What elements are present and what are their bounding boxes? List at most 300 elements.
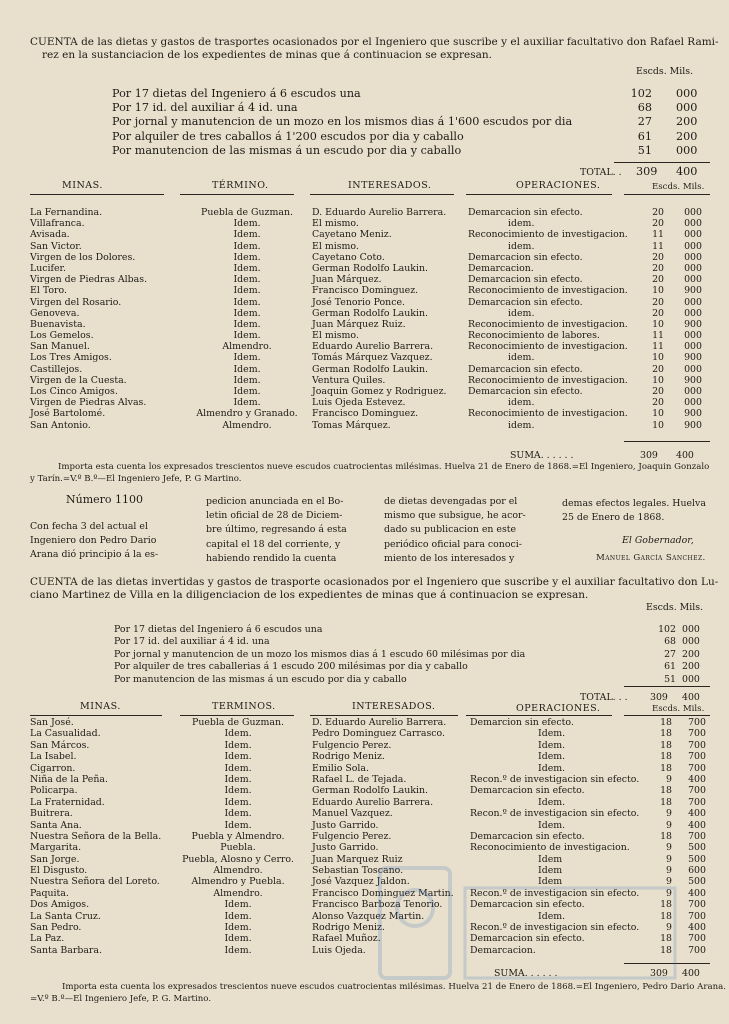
s1-suma-rule [624,441,710,442]
section2-col-interesados: INTERESADOS. [352,701,436,712]
table-cell-operacion: Reconocimiento de labores. [468,330,600,342]
charge-label: Por jornal y manutencion de un mozo los mismos dias á 1 escudo 60 milésimas por dia [114,648,526,660]
table-cell-escudos: 9 [666,876,672,888]
table-cell-interesado: German Rodolfo Laukin. [312,262,429,274]
table-cell-mina: La Casualidad. [30,728,101,740]
notice-line: 25 de Enero de 1868. [562,512,665,524]
table-cell-operacion: Idem. [538,739,566,751]
notice-number: Número 1100 [66,493,144,506]
table-cell-escudos: 18 [660,796,672,808]
table-cell-interesado: Cayetano Meniz. [312,229,392,241]
table-cell-mils: 500 [688,853,706,865]
table-cell-operacion: Reconocimiento de investigacion. [468,374,628,386]
table-cell-mils: 400 [688,887,706,899]
section1-footer-line2: y Tarín.=V.º B.º—El Ingeniero Jefe, P. G Martino. [30,474,242,484]
section1-title-line1: CUENTA de las dietas y gastos de trasportes ocasionados por el Ingeniero que suscribe y el auxiliar facultativo don Rafael Rami- [30,36,719,48]
table-cell-interesado: El mismo. [312,218,359,230]
s2-rule-minas [30,715,162,716]
table-cell-mils: 000 [684,240,702,252]
section1-escudos-column [640,207,664,431]
notice-line: dado su publicacion en este [384,524,517,536]
table-cell-mils: 700 [688,830,706,842]
table-cell-mils: 700 [688,739,706,751]
table-cell-escudos: 20 [652,296,664,308]
table-cell-escudos: 9 [666,819,672,831]
table-cell-operacion: Idem. [538,819,566,831]
section1-total-escudos: 309 [636,165,658,178]
table-cell-mils: 400 [688,819,706,831]
section2-col-operaciones: OPERACIONES. [516,703,601,714]
table-cell-operacion: Recon.º de investigacion sin efecto. [470,773,640,785]
table-cell-mina: Castillejos. [30,363,83,375]
table-cell-mina: Dos Amigos. [30,899,90,911]
section1-suma-escudos: 309 [640,450,658,461]
table-cell-mina: San Jorge. [30,853,80,865]
table-cell-mils: 000 [684,330,702,342]
table-cell-termino: Idem. [233,285,261,297]
table-cell-termino: Idem. [233,307,261,319]
notice-line: bre último, regresando á esta [206,524,347,536]
section1-title-line2: rez en la sustanciacion de los expedientes de minas que á continuacion se expresan. [42,49,493,61]
table-cell-interesado: Francisco Barboza Tenorio. [312,899,443,911]
notice-column-3 [384,495,544,566]
table-cell-operacion: Idem [538,876,563,888]
section1-total-rule [614,162,710,163]
table-cell-operacion: Demarcacion sin efecto. [468,251,583,263]
table-cell-escudos: 20 [652,363,664,375]
table-cell-termino: Idem. [233,330,261,342]
table-cell-mils: 000 [684,386,702,397]
s2-rule-money [624,715,710,716]
table-cell-operacion: Reconocimiento de investigacion. [470,842,630,854]
notice-column-4 [562,497,722,525]
table-cell-escudos: 10 [652,408,664,420]
table-cell-interesado: Juan Márquez Ruiz. [312,318,406,330]
charge-mils: 200 [676,115,698,129]
table-cell-escudos: 11 [652,240,664,252]
table-cell-termino: Idem. [233,296,261,308]
notice-line: capital el 18 del corriente, y [206,538,341,550]
section1-minas-column [30,207,147,431]
section2-col-money: Escds. Mils. [652,704,705,714]
table-cell-mina: La Fernandina. [30,207,103,218]
charge-escudos: 61 [664,661,676,673]
table-cell-mina: San Márcos. [30,739,90,751]
table-cell-termino: Idem. [233,240,261,252]
table-cell-mina: El Toro. [30,285,67,297]
table-cell-operacion: idem. [508,352,535,364]
table-cell-operacion: Idem. [538,910,566,922]
table-cell-operacion: Recon.º de investigacion sin efecto. [470,887,640,899]
table-cell-termino: Idem. [224,762,252,774]
table-cell-interesado: Francisco Dominguez Martin. [312,887,454,899]
charge-mils: 000 [676,101,698,115]
table-cell-mina: Virgen de la Cuesta. [30,374,127,386]
section1-total-label: TOTAL. . [580,167,622,178]
table-cell-termino: Idem. [224,899,252,911]
table-cell-operacion: Demarcacion sin efecto. [470,933,585,945]
table-cell-interesado: Francisco Dominguez. [312,408,419,420]
notice-line: letin oficial de 28 de Diciem- [206,510,343,522]
charge-label: Por 17 dietas del Ingeniero á 6 escudos una [112,87,361,100]
table-cell-interesado: El mismo. [312,240,359,252]
table-cell-mina: La Fraternidad. [30,796,105,808]
section1-termino-column [182,207,312,431]
table-cell-escudos: 11 [652,341,664,353]
table-cell-operacion: Demarcion sin efecto. [470,717,574,728]
table-cell-mils: 000 [684,207,702,218]
table-cell-interesado: Manuel Vazquez. [312,808,393,820]
table-cell-mils: 000 [684,218,702,230]
table-cell-termino: Idem. [224,819,252,831]
section1-footer-line1: Importa esta cuenta los expresados trescientos nueve escudos cuatrocientas milésimas. Huelva 21 de Enero de 1868.=El Ingeniero, Joaquin Gonzalo [58,462,710,472]
table-cell-operacion: Idem. [538,751,566,763]
section2-total-label: TOTAL. . . [580,692,628,703]
table-cell-interesado: Eduardo Aurelio Barrera. [312,341,434,353]
table-cell-mils: 900 [684,285,702,297]
table-cell-operacion: Demarcacion sin efecto. [468,207,583,218]
section1-total-mils: 400 [676,165,698,178]
table-cell-mina: Cigarron. [30,762,76,774]
table-cell-escudos: 9 [666,773,672,785]
table-cell-escudos: 18 [660,910,672,922]
table-cell-interesado: German Rodolfo Laukin. [312,307,429,319]
table-cell-mils: 400 [688,773,706,785]
table-cell-termino: Idem. [233,352,261,364]
table-cell-escudos: 20 [652,274,664,286]
charge-label: Por manutencion de las mismas á un escudo por dia y caballo [112,143,462,157]
charge-mils: 000 [676,87,698,100]
table-cell-operacion: Demarcacion sin efecto. [470,830,585,842]
table-cell-mina: Santa Ana. [30,819,82,831]
notice-line: de dietas devengadas por el [384,496,518,507]
table-cell-termino: Idem. [224,785,252,797]
table-cell-operacion: Idem. [538,728,566,740]
table-cell-operacion: Demarcacion sin efecto. [468,296,583,308]
table-cell-mina: San José. [30,717,74,728]
table-cell-termino: Idem. [224,739,252,751]
table-cell-interesado: Luis Ojeda Estevez. [312,397,406,409]
table-cell-mils: 900 [684,352,702,364]
charge-escudos: 102 [630,87,652,100]
table-cell-mina: San Antonio. [30,419,91,431]
section1-suma-mils: 400 [676,450,694,461]
table-cell-mina: Los Cinco Amigos. [30,386,118,397]
table-cell-interesado: Juan Márquez. [312,274,382,286]
charge-label: Por alquiler de tres caballerias á 1 escudo 200 milésimas por dia y caballo [114,661,468,673]
charge-escudos: 51 [637,143,652,157]
table-cell-mils: 000 [684,341,702,353]
table-cell-operacion: Demarcacion sin efecto. [468,274,583,286]
table-cell-interesado: German Rodolfo Laukin. [312,785,429,797]
table-cell-operacion: Idem. [538,796,566,808]
table-cell-escudos: 20 [652,262,664,274]
table-cell-operacion: Reconocimiento de investigacion. [468,318,628,330]
table-cell-mils: 000 [684,397,702,409]
table-cell-operacion: Reconocimiento de investigacion. [468,408,628,420]
table-cell-mina: Avisada. [30,229,70,241]
table-cell-escudos: 18 [660,762,672,774]
table-cell-termino: Idem. [233,386,261,397]
table-cell-mils: 900 [684,318,702,330]
table-cell-operacion: Recon.º de investigacion sin efecto. [470,922,640,934]
table-cell-mils: 500 [688,842,706,854]
table-cell-termino: Idem. [224,922,252,934]
table-cell-mils: 700 [688,899,706,911]
s2-rule-operaciones [466,715,612,716]
table-cell-termino: Idem. [233,274,261,286]
section1-mils-column [674,207,702,431]
table-cell-interesado: Rafael Muñoz. [312,933,381,945]
table-cell-interesado: José Vazquez Jaldon. [312,876,410,888]
table-cell-interesado: Luis Ojeda. [312,944,366,956]
table-cell-mils: 400 [688,922,706,934]
section2-footer-line1: Importa esta cuenta los expresados trescientos nueve escudos cuatrocientas milésimas. Huelva 21 de Enero de 1868.=El Ingeniero, Pedro Dario Arana. [62,982,726,992]
table-cell-escudos: 20 [652,207,664,218]
table-cell-escudos: 9 [666,922,672,934]
table-cell-interesado: Juan Marquez Ruiz [312,853,403,865]
table-cell-interesado: Alonso Vazquez Martin. [312,910,425,922]
table-cell-mina: Virgen de Piedras Albas. [30,274,148,286]
charge-escudos: 102 [658,624,676,635]
table-cell-termino: Almendro y Granado. [196,408,298,420]
table-cell-mils: 000 [684,363,702,375]
notice-line: pedicion anunciada en el Bo- [206,496,344,507]
section2-suma-label: SUMA. . . . . . [494,968,558,979]
table-cell-mils: 700 [688,933,706,945]
table-cell-termino: Idem. [224,773,252,785]
table-cell-mina: San Victor. [30,240,82,252]
table-cell-mils: 700 [688,762,706,774]
table-cell-interesado: Fulgencio Perez. [312,830,392,842]
table-cell-termino: Almendro. [213,865,263,877]
table-cell-interesado: Ventura Quiles. [312,374,386,386]
table-cell-termino: Idem. [224,944,252,956]
charge-label: Por 17 dietas del Ingeniero á 6 escudos una [114,624,323,635]
table-cell-escudos: 11 [652,330,664,342]
s2-rule-termino [180,715,294,716]
table-cell-operacion: Idem. [538,762,566,774]
table-cell-mils: 400 [688,808,706,820]
table-cell-mils: 000 [684,262,702,274]
table-cell-operacion: idem. [508,240,535,252]
table-cell-operacion: idem. [508,397,535,409]
table-cell-mils: 700 [688,785,706,797]
table-cell-escudos: 9 [666,887,672,899]
table-cell-operacion: idem. [508,218,535,230]
table-cell-escudos: 20 [652,251,664,263]
table-cell-interesado: German Rodolfo Laukin. [312,363,429,375]
table-cell-mina: Los Gemelos. [30,330,94,342]
table-cell-mina: Los Tres Amigos. [30,352,112,364]
section1-interesado-column [312,207,447,431]
table-cell-interesado: Pedro Dominguez Carrasco. [312,728,445,740]
table-cell-termino: Idem. [233,363,261,375]
table-cell-mina: Santa Barbara. [30,944,102,956]
s1-rule-termino [180,194,294,195]
table-cell-mils: 700 [688,944,706,956]
table-cell-escudos: 10 [652,419,664,431]
table-cell-escudos: 18 [660,944,672,956]
table-cell-termino: Idem. [233,218,261,230]
table-cell-mina: Virgen de los Dolores. [30,251,136,263]
table-cell-mina: La Paz. [30,933,65,945]
table-cell-escudos: 9 [666,808,672,820]
table-cell-escudos: 18 [660,830,672,842]
notice-line: Ingeniero don Pedro Dario [30,535,157,546]
table-cell-termino: Idem. [224,933,252,945]
section2-col-minas: MINAS. [80,701,121,712]
table-cell-mils: 700 [688,751,706,763]
table-cell-termino: Idem. [233,251,261,263]
s2-total-rule [624,686,710,687]
table-cell-termino: Almendro. [222,341,272,353]
table-cell-termino: Puebla y Almendro. [191,830,285,842]
table-cell-mils: 900 [684,374,702,386]
table-cell-mils: 900 [684,419,702,431]
table-cell-mils: 700 [688,796,706,808]
table-cell-interesado: Justo Garrido. [312,819,379,831]
table-cell-mils: 700 [688,728,706,740]
charge-escudos: 51 [664,673,676,685]
table-cell-escudos: 18 [660,739,672,751]
table-cell-interesado: Francisco Dominguez. [312,285,419,297]
table-cell-termino: Almendro y Puebla. [191,876,285,888]
s1-rule-operaciones [466,194,612,195]
table-cell-mina: La Isabel. [30,751,77,763]
table-cell-escudos: 20 [652,218,664,230]
table-cell-operacion: Demarcacion sin efecto. [468,363,583,375]
charge-mils: 200 [676,129,698,143]
section1-col-termino: TÉRMINO. [212,180,269,191]
table-cell-mils: 600 [688,865,706,877]
table-cell-termino: Idem. [224,728,252,740]
charge-escudos: 27 [637,115,652,129]
table-cell-mina: Margarita. [30,842,82,854]
table-cell-interesado: Joaquin Gomez y Rodriguez. [312,386,447,397]
table-cell-operacion: Demarcacion. [470,944,536,956]
table-cell-operacion: Demarcacion. [468,262,534,274]
section2-title-line1: CUENTA de las dietas invertidas y gastos de trasporte ocasionados por el Ingeniero que suscribe y el auxiliar facultativo don Lu- [30,576,719,588]
charge-escudos: 68 [637,101,652,115]
section2-total-mils: 400 [682,692,700,703]
table-cell-termino: Idem. [233,229,261,241]
table-cell-mils: 000 [684,251,702,263]
notice-line: mismo que subsigue, he acor- [384,510,526,522]
table-cell-interesado: Tomas Márquez. [312,419,391,431]
table-cell-operacion: idem. [508,307,535,319]
library-watermark [370,858,690,1008]
table-cell-interesado: Eduardo Aurelio Barrera. [312,796,434,808]
table-cell-termino: Puebla. [220,842,256,854]
table-cell-mils: 000 [684,307,702,319]
table-cell-escudos: 9 [666,865,672,877]
section2-suma-escudos: 309 [650,968,668,979]
table-cell-escudos: 18 [660,933,672,945]
table-cell-termino: Almendro. [213,887,263,899]
table-cell-termino: Idem. [224,751,252,763]
table-cell-interesado: D. Eduardo Aurelio Barrera. [312,207,447,218]
table-cell-interesado: Fulgencio Perez. [312,739,392,751]
table-cell-interesado: Justo Garrido. [312,842,379,854]
charge-escudos: 61 [637,129,652,143]
table-cell-mina: San Manuel. [30,341,90,353]
notice-signoff-name: Manuel García Sanchez. [596,553,706,563]
section1-col-money: Escds. Mils. [652,182,705,192]
notice-line: Arana dió principio á la es- [30,549,159,560]
table-cell-interesado: Rodrigo Meniz. [312,751,385,763]
section2-footer-line2: =V.º B.º—El Ingeniero Jefe, P. G. Martino. [30,994,212,1004]
table-cell-operacion: idem. [508,419,535,431]
section2-suma-mils: 400 [682,968,700,979]
table-cell-escudos: 11 [652,229,664,241]
table-cell-mils: 900 [684,408,702,420]
table-cell-termino: Idem. [233,262,261,274]
charge-mils: 000 [676,143,698,157]
charge-mils: 000 [682,624,700,635]
charge-label: Por manutencion de las mismas á un escudo por dia y caballo [114,673,407,685]
table-cell-mina: Niña de la Peña. [30,773,108,785]
table-cell-mina: Virgen del Rosario. [30,296,122,308]
charge-label: Por alquiler de tres caballos á 1'200 escudos por dia y caballo [112,129,464,143]
charge-escudos: 68 [664,636,676,648]
s2-rule-interesados [310,715,458,716]
table-cell-termino: Puebla de Guzman. [192,717,284,728]
section2-title-line2: ciano Martinez de Villa en la diligenciacion de los expedientes de minas que á continuacion se expresan. [30,589,589,601]
table-cell-mina: Policarpa. [30,785,78,797]
table-cell-termino: Puebla, Alosno y Cerro. [182,853,294,865]
table-cell-interesado: Rafael L. de Tejada. [312,773,407,785]
table-cell-escudos: 9 [666,853,672,865]
section2-total-escudos: 309 [650,692,668,703]
table-cell-escudos: 10 [652,318,664,330]
charge-mils: 000 [682,673,700,685]
table-cell-mina: Genoveva. [30,307,80,319]
table-cell-mina: San Pedro. [30,922,82,934]
table-cell-mina: Villafranca. [30,218,85,230]
notice-line: Con fecha 3 del actual el [30,521,148,532]
notice-column-2 [206,495,366,566]
table-cell-interesado: D. Eduardo Aurelio Barrera. [312,717,447,728]
table-cell-termino: Almendro. [222,419,272,431]
table-cell-interesado: Rodrigo Meniz. [312,922,385,934]
notice-signoff-title: El Gobernador, [622,535,694,546]
charge-mils: 200 [682,661,700,673]
table-cell-escudos: 10 [652,352,664,364]
table-cell-mina: La Santa Cruz. [30,910,101,922]
table-cell-interesado: El mismo. [312,330,359,342]
table-cell-termino: Idem. [233,397,261,409]
table-cell-operacion: Recon.º de investigacion sin efecto. [470,808,640,820]
watermark-emblem-icon [370,858,690,1008]
table-cell-termino: Idem. [224,808,252,820]
table-cell-operacion: Demarcacion sin efecto. [470,899,585,911]
s1-rule-interesados [310,194,454,195]
table-cell-operacion: Idem [538,865,563,877]
table-cell-mils: 500 [688,876,706,888]
table-cell-interesado: Tomás Márquez Vazquez. [312,352,433,364]
table-cell-mina: Nuestra Señora del Loreto. [30,876,160,888]
table-cell-mils: 700 [688,910,706,922]
s1-rule-minas [30,194,164,195]
table-cell-operacion: Reconocimiento de investigacion. [468,229,628,241]
table-cell-mina: José Bartolomé. [30,408,106,420]
table-cell-operacion: Reconocimiento de investigacion. [468,285,628,297]
section2-currency-header: Escds. Mils. [646,602,704,613]
table-cell-mils: 700 [688,717,706,728]
section2-minas-column [30,717,161,956]
table-cell-termino: Idem. [224,910,252,922]
